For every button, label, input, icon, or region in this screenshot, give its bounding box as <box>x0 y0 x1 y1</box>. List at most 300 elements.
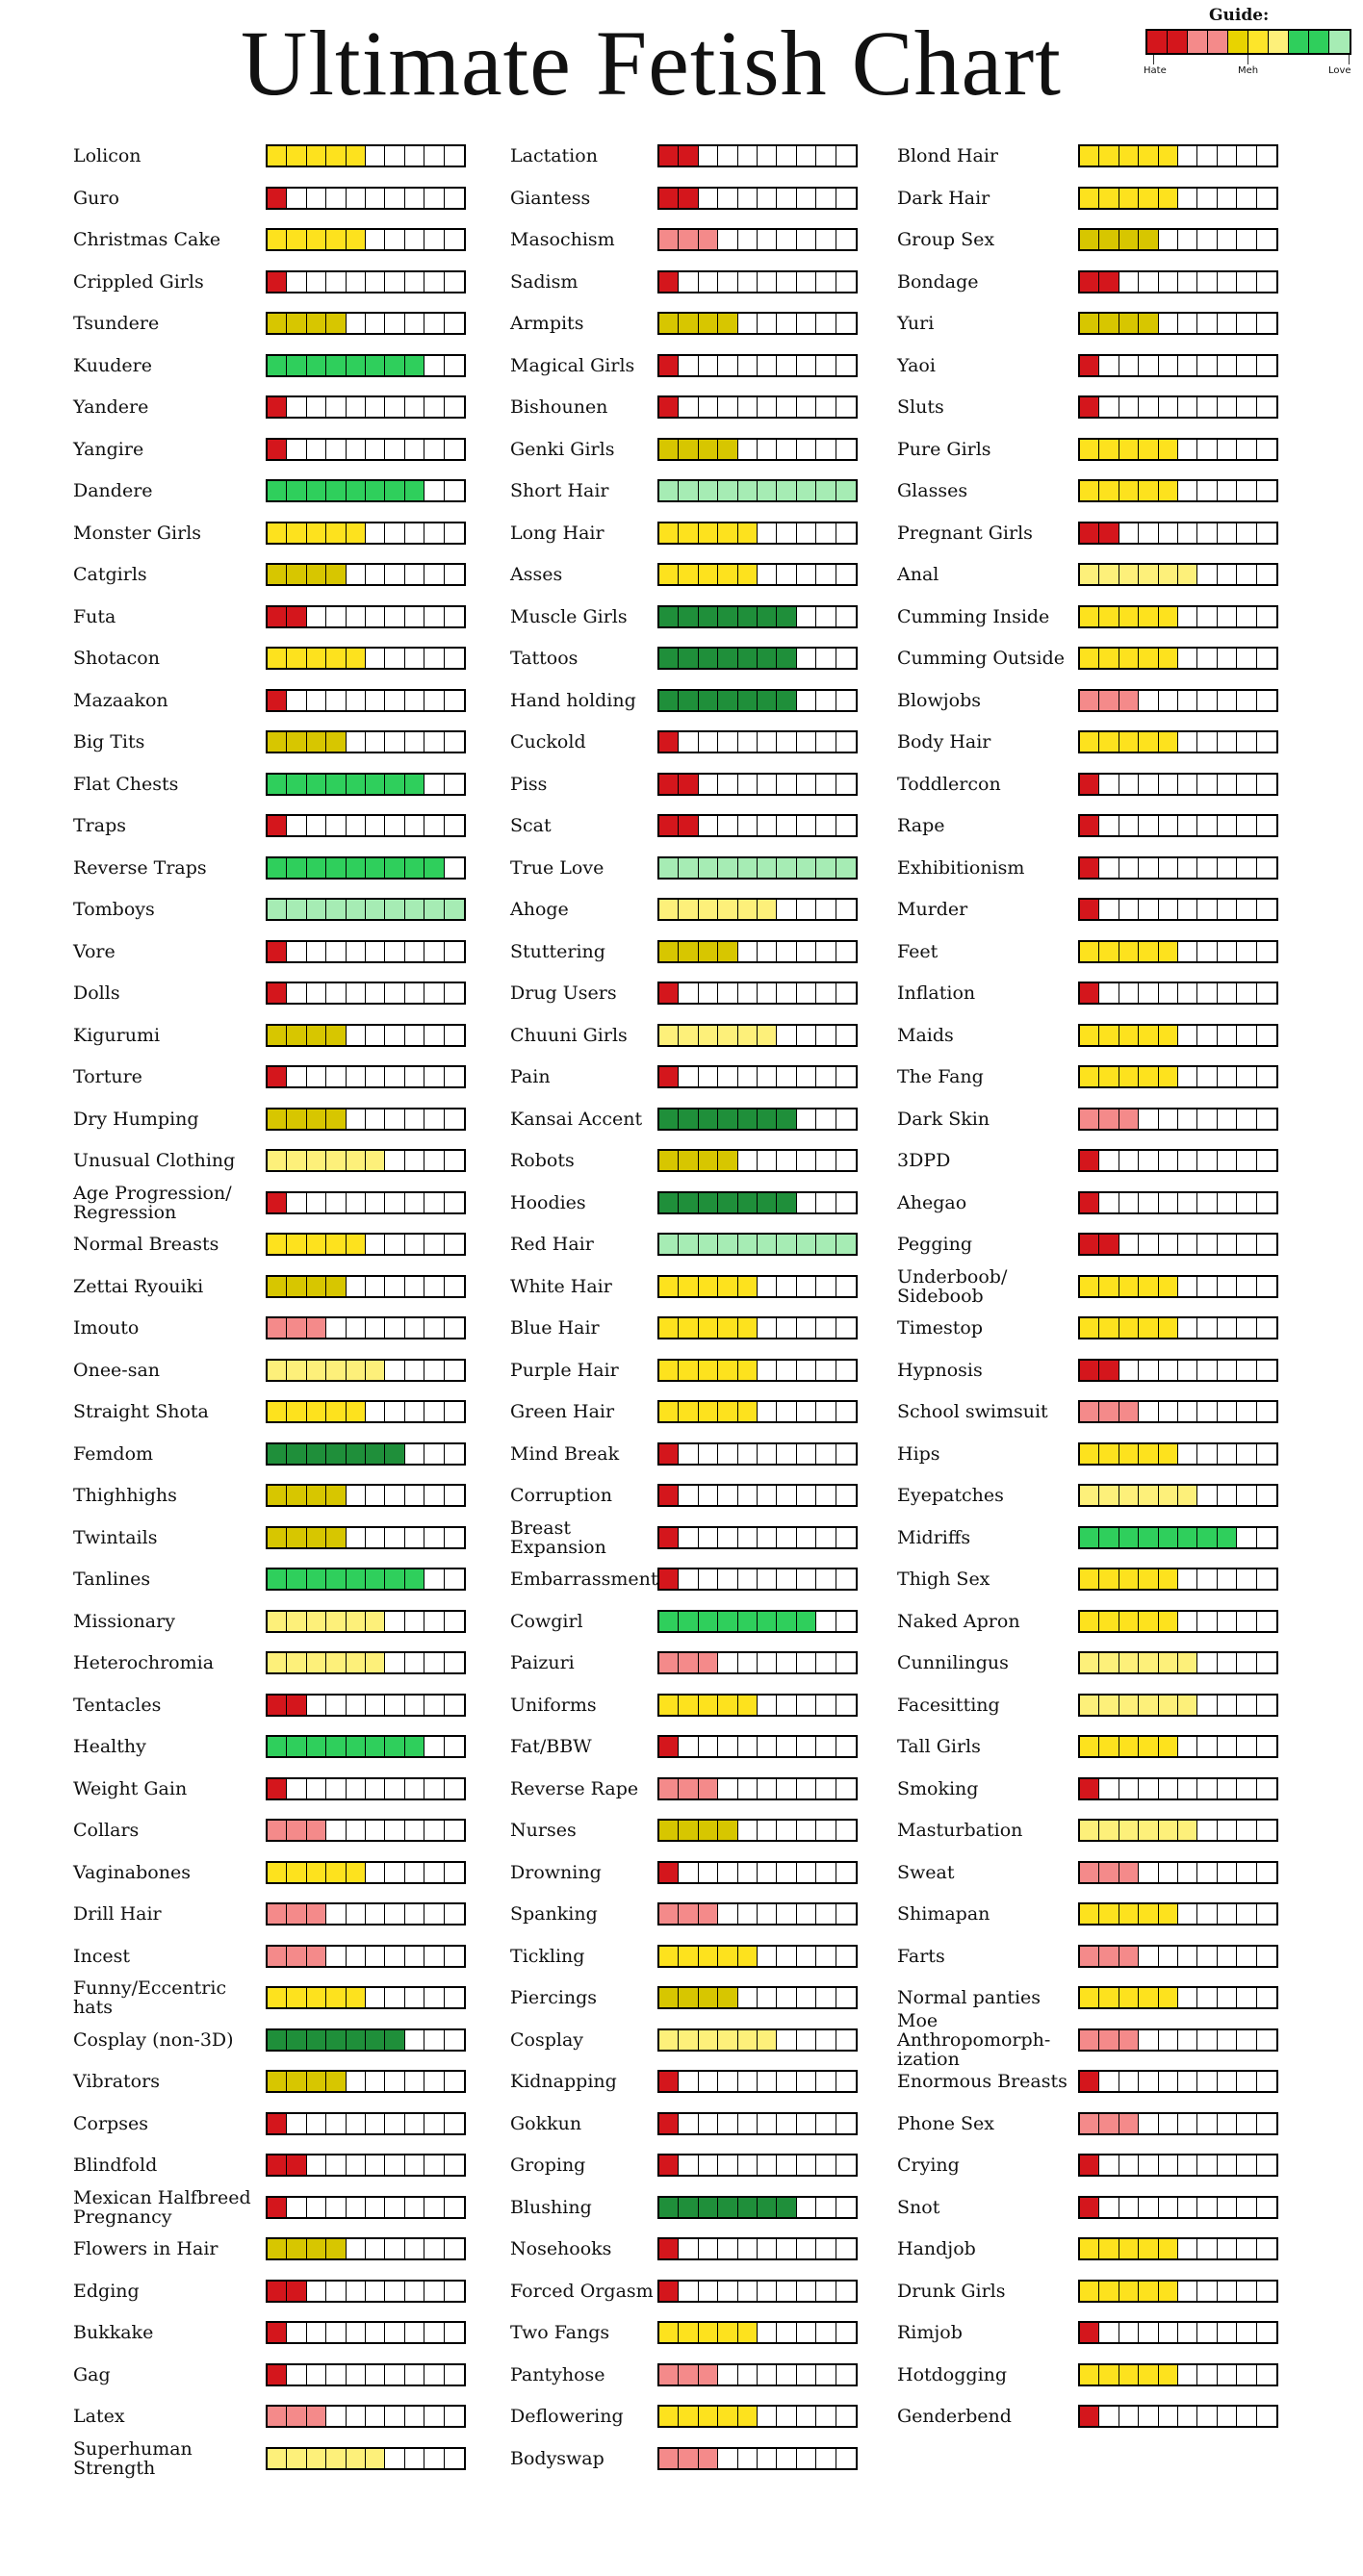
rating-cell <box>445 858 464 878</box>
rating-cell <box>1197 1277 1217 1296</box>
rating-cell <box>1218 397 1237 417</box>
rating-cell <box>1099 1988 1119 2007</box>
rating-cell <box>1119 2114 1139 2133</box>
rating-cell <box>307 1737 326 1756</box>
rating-cell <box>1080 2239 1099 2258</box>
rating-cell <box>1197 481 1217 500</box>
rating-cell <box>347 1277 366 1296</box>
rating-cell <box>1099 1193 1119 1212</box>
rating-cell <box>307 1277 326 1296</box>
rating-cell <box>1257 649 1276 668</box>
rating-cell <box>1099 523 1119 543</box>
rating-label: Unusual Clothing <box>73 1150 236 1171</box>
rating-cell <box>1139 2155 1158 2175</box>
rating-cell <box>797 146 816 166</box>
rating-cell <box>699 1779 718 1798</box>
rating-cell <box>1099 356 1119 375</box>
rating-cell <box>836 1151 856 1170</box>
rating-cell <box>445 2198 464 2217</box>
rating-label: Crippled Girls <box>73 270 204 293</box>
rating-cell <box>816 2030 836 2050</box>
rating-cell <box>405 1361 424 1380</box>
rating-cell <box>1099 2155 1119 2175</box>
rating-cell <box>366 2282 385 2301</box>
rating-cell <box>1119 1528 1139 1547</box>
rating-cell <box>347 900 366 919</box>
rating-cell <box>718 1528 737 1547</box>
rating-cell <box>718 1947 737 1966</box>
rating-cell <box>758 983 777 1003</box>
rating-label: Feet <box>897 940 939 962</box>
rating-cell <box>268 189 287 208</box>
rating-cell <box>445 607 464 626</box>
rating-bar <box>1078 354 1278 377</box>
rating-cell <box>366 440 385 459</box>
rating-cell <box>1218 2030 1237 2050</box>
rating-cell <box>268 1612 287 1631</box>
rating-cell <box>445 397 464 417</box>
rating-cell <box>699 1612 718 1631</box>
rating-cell <box>385 2072 404 2091</box>
rating-cell <box>1237 2072 1256 2091</box>
rating-cell <box>307 2282 326 2301</box>
rating-cell <box>777 900 796 919</box>
rating-cell <box>777 2323 796 2342</box>
rating-cell <box>1080 1737 1099 1756</box>
rating-cell <box>679 732 698 752</box>
rating-cell <box>424 1612 444 1631</box>
rating-bar <box>1078 2237 1278 2260</box>
rating-row <box>897 1935 1278 1977</box>
rating-label: Vaginabones <box>73 1861 191 1883</box>
rating-cell <box>758 607 777 626</box>
rating-cell <box>816 1612 836 1631</box>
rating-cell <box>1257 1235 1276 1254</box>
rating-cell <box>1080 691 1099 710</box>
rating-cell <box>1178 1947 1197 1966</box>
rating-cell <box>699 900 718 919</box>
rating-cell <box>718 732 737 752</box>
rating-cell <box>1139 2198 1158 2217</box>
rating-cell <box>659 397 679 417</box>
rating-row <box>510 1349 858 1391</box>
rating-row <box>73 2437 466 2480</box>
rating-cell <box>1099 1569 1119 1589</box>
rating-cell <box>1080 942 1099 961</box>
rating-cell <box>445 230 464 249</box>
rating-bar <box>266 2280 466 2303</box>
rating-cell <box>1119 314 1139 333</box>
rating-cell <box>307 691 326 710</box>
rating-cell <box>718 189 737 208</box>
rating-cell <box>816 1444 836 1464</box>
rating-cell <box>424 314 444 333</box>
rating-cell <box>347 440 366 459</box>
rating-cell <box>758 1821 777 1840</box>
rating-label: Long Hair <box>510 522 604 544</box>
rating-label: Crying <box>897 2155 960 2176</box>
rating-cell <box>1178 189 1197 208</box>
rating-cell <box>307 2365 326 2385</box>
rating-cell <box>679 2323 698 2342</box>
rating-cell <box>699 1653 718 1672</box>
rating-row <box>73 847 466 889</box>
rating-cell <box>307 2407 326 2426</box>
rating-cell <box>836 1193 856 1212</box>
rating-cell <box>1159 1402 1178 1421</box>
guide-label-hate: Hate <box>1144 65 1167 76</box>
rating-cell <box>1159 565 1178 584</box>
rating-cell <box>347 314 366 333</box>
rating-cell <box>1139 565 1158 584</box>
rating-cell <box>287 1067 306 1086</box>
rating-cell <box>366 1696 385 1715</box>
rating-cell <box>307 1821 326 1840</box>
rating-cell <box>738 440 758 459</box>
rating-cell <box>738 1612 758 1631</box>
rating-cell <box>1197 440 1217 459</box>
rating-cell <box>1257 2072 1276 2091</box>
rating-cell <box>659 523 679 543</box>
rating-cell <box>777 1904 796 1924</box>
rating-cell <box>1159 2030 1178 2050</box>
rating-cell <box>758 2155 777 2175</box>
rating-cell <box>307 189 326 208</box>
rating-cell <box>718 649 737 668</box>
rating-cell <box>1080 565 1099 584</box>
rating-cell <box>1237 691 1256 710</box>
rating-cell <box>1218 1235 1237 1254</box>
rating-cell <box>1080 481 1099 500</box>
rating-cell <box>659 1151 679 1170</box>
rating-cell <box>738 1402 758 1421</box>
rating-cell <box>1159 1696 1178 1715</box>
rating-cell <box>758 1779 777 1798</box>
rating-cell <box>797 1235 816 1254</box>
rating-cell <box>1099 2323 1119 2342</box>
rating-cell <box>1257 691 1276 710</box>
rating-cell <box>1119 230 1139 249</box>
rating-cell <box>445 649 464 668</box>
rating-cell <box>659 732 679 752</box>
rating-cell <box>445 1318 464 1338</box>
rating-cell <box>1178 1904 1197 1924</box>
rating-cell <box>1197 775 1217 794</box>
rating-cell <box>699 272 718 292</box>
rating-bar <box>1078 395 1278 419</box>
rating-cell <box>1218 1318 1237 1338</box>
rating-cell <box>405 1026 424 1045</box>
rating-row <box>73 1098 466 1140</box>
rating-bar <box>657 144 858 167</box>
rating-cell <box>307 1569 326 1589</box>
rating-cell <box>1119 565 1139 584</box>
rating-label: Tattoos <box>510 648 579 669</box>
rating-cell <box>326 1612 346 1631</box>
rating-cell <box>307 1653 326 1672</box>
rating-cell <box>1257 230 1276 249</box>
rating-bar <box>266 2154 466 2177</box>
rating-cell <box>738 816 758 835</box>
rating-cell <box>777 1821 796 1840</box>
rating-label: Two Fangs <box>510 2322 610 2343</box>
rating-cell <box>366 2449 385 2468</box>
rating-cell <box>836 1863 856 1882</box>
rating-bar <box>657 438 858 461</box>
rating-cell <box>1218 1904 1237 1924</box>
rating-cell <box>1080 2155 1099 2175</box>
rating-cell <box>307 1779 326 1798</box>
rating-cell <box>268 1235 287 1254</box>
rating-cell <box>1218 607 1237 626</box>
rating-row <box>73 261 466 303</box>
rating-cell <box>758 1528 777 1547</box>
rating-cell <box>758 314 777 333</box>
rating-cell <box>366 1528 385 1547</box>
rating-cell <box>1099 1904 1119 1924</box>
rating-cell <box>738 1863 758 1882</box>
rating-cell <box>738 2030 758 2050</box>
rating-row <box>897 2144 1278 2186</box>
rating-cell <box>816 732 836 752</box>
rating-cell <box>836 2155 856 2175</box>
rating-cell <box>424 1193 444 1212</box>
rating-cell <box>738 481 758 500</box>
rating-row <box>510 1684 858 1726</box>
rating-bar <box>657 605 858 628</box>
rating-row <box>897 2103 1278 2145</box>
rating-cell <box>385 1151 404 1170</box>
rating-cell <box>385 942 404 961</box>
rating-cell <box>405 1612 424 1631</box>
rating-bar <box>1078 1442 1278 1466</box>
rating-label: Corruption <box>510 1485 612 1506</box>
rating-cell <box>1099 1151 1119 1170</box>
rating-cell <box>326 2114 346 2133</box>
rating-cell <box>287 691 306 710</box>
rating-bar <box>1078 1400 1278 1423</box>
rating-cell <box>816 858 836 878</box>
guide-label-love: Love <box>1328 65 1351 76</box>
rating-cell <box>836 1988 856 2007</box>
rating-label: Forced Orgasm <box>510 2280 654 2302</box>
rating-bar <box>657 2280 858 2303</box>
rating-label: Fat/BBW <box>510 1736 592 1757</box>
rating-bar <box>1078 898 1278 921</box>
rating-label: Yandere <box>73 396 149 418</box>
rating-row <box>897 1390 1278 1433</box>
rating-bar <box>266 563 466 586</box>
rating-cell <box>738 1653 758 1672</box>
rating-cell <box>1218 2323 1237 2342</box>
rating-cell <box>679 1444 698 1464</box>
rating-cell <box>1237 2114 1256 2133</box>
rating-cell <box>268 942 287 961</box>
rating-cell <box>307 1947 326 1966</box>
rating-cell <box>718 1988 737 2007</box>
rating-cell <box>836 2239 856 2258</box>
rating-bar <box>1078 1986 1278 2009</box>
rating-cell <box>1178 523 1197 543</box>
rating-cell <box>1257 1528 1276 1547</box>
rating-cell <box>307 1863 326 1882</box>
rating-cell <box>405 2239 424 2258</box>
rating-row <box>510 637 858 679</box>
rating-cell <box>307 481 326 500</box>
rating-row <box>897 847 1278 889</box>
rating-row <box>510 470 858 512</box>
rating-cell <box>1119 2323 1139 2342</box>
rating-cell <box>718 942 737 961</box>
rating-bar <box>657 1735 858 1758</box>
rating-label: Latex <box>73 2406 125 2427</box>
rating-cell <box>1237 1109 1256 1129</box>
rating-row <box>897 2186 1278 2229</box>
rating-cell <box>307 440 326 459</box>
rating-label: Bodyswap <box>510 2447 604 2469</box>
rating-cell <box>326 1402 346 1421</box>
rating-bar <box>657 773 858 796</box>
rating-label: Farts <box>897 1945 945 1967</box>
rating-cell <box>718 1026 737 1045</box>
rating-cell <box>287 2407 306 2426</box>
rating-row <box>897 1265 1278 1308</box>
rating-label: Gag <box>73 2363 111 2385</box>
rating-cell <box>326 1067 346 1086</box>
rating-cell <box>1139 1947 1158 1966</box>
rating-cell <box>405 2365 424 2385</box>
rating-cell <box>385 314 404 333</box>
rating-cell <box>1178 2030 1197 2050</box>
rating-cell <box>1257 1612 1276 1631</box>
rating-cell <box>1237 775 1256 794</box>
rating-bar <box>266 1442 466 1466</box>
rating-row <box>510 1390 858 1433</box>
rating-cell <box>445 146 464 166</box>
rating-cell <box>1257 1569 1276 1589</box>
rating-cell <box>424 565 444 584</box>
rating-cell <box>366 732 385 752</box>
rating-cell <box>287 397 306 417</box>
rating-cell <box>816 230 836 249</box>
rating-cell <box>1237 272 1256 292</box>
rating-label: Blowjobs <box>897 689 981 711</box>
rating-cell <box>268 1988 287 2007</box>
rating-row <box>897 428 1278 471</box>
rating-cell <box>758 2449 777 2468</box>
rating-cell <box>797 1696 816 1715</box>
rating-bar <box>266 730 466 753</box>
rating-cell <box>758 1193 777 1212</box>
rating-cell <box>659 1277 679 1296</box>
rating-cell <box>738 397 758 417</box>
rating-cell <box>1159 1863 1178 1882</box>
rating-cell <box>718 146 737 166</box>
rating-label: Sweat <box>897 1861 955 1883</box>
rating-cell <box>1119 1696 1139 1715</box>
rating-cell <box>1197 2114 1217 2133</box>
rating-cell <box>1178 2365 1197 2385</box>
rating-cell <box>699 440 718 459</box>
rating-cell <box>1119 1569 1139 1589</box>
rating-cell <box>405 1235 424 1254</box>
rating-cell <box>1197 2407 1217 2426</box>
rating-cell <box>699 2114 718 2133</box>
rating-cell <box>777 272 796 292</box>
rating-cell <box>718 2072 737 2091</box>
rating-bar <box>266 647 466 670</box>
rating-cell <box>1197 146 1217 166</box>
rating-cell <box>816 356 836 375</box>
rating-cell <box>1139 1612 1158 1631</box>
rating-cell <box>1197 1193 1217 1212</box>
rating-cell <box>366 1947 385 1966</box>
rating-cell <box>1139 314 1158 333</box>
rating-cell <box>385 2155 404 2175</box>
rating-cell <box>816 1528 836 1547</box>
rating-cell <box>1237 2030 1256 2050</box>
rating-cell <box>326 356 346 375</box>
rating-cell <box>405 272 424 292</box>
rating-cell <box>659 2323 679 2342</box>
rating-cell <box>1099 565 1119 584</box>
rating-cell <box>326 649 346 668</box>
rating-cell <box>1159 691 1178 710</box>
rating-cell <box>1159 2365 1178 2385</box>
rating-cell <box>679 2072 698 2091</box>
rating-cell <box>816 2072 836 2091</box>
rating-cell <box>1197 356 1217 375</box>
rating-label: Pregnant Girls <box>897 522 1033 544</box>
rating-cell <box>758 1863 777 1882</box>
rating-cell <box>1218 1612 1237 1631</box>
rating-cell <box>445 1067 464 1086</box>
rating-cell <box>307 1026 326 1045</box>
rating-cell <box>405 607 424 626</box>
rating-cell <box>1080 1528 1099 1547</box>
rating-cell <box>287 2155 306 2175</box>
rating-cell <box>738 146 758 166</box>
rating-cell <box>307 230 326 249</box>
rating-cell <box>758 1947 777 1966</box>
rating-row <box>73 1977 466 2019</box>
rating-cell <box>287 816 306 835</box>
rating-cell <box>1099 1737 1119 1756</box>
rating-cell <box>287 1653 306 1672</box>
rating-cell <box>1159 1486 1178 1505</box>
rating-cell <box>347 1318 366 1338</box>
rating-cell <box>385 691 404 710</box>
rating-cell <box>777 1779 796 1798</box>
rating-bar <box>657 856 858 880</box>
rating-cell <box>268 1026 287 1045</box>
rating-bar <box>1078 1945 1278 1968</box>
rating-cell <box>347 230 366 249</box>
guide-cell <box>1147 31 1168 53</box>
rating-cell <box>816 1277 836 1296</box>
rating-cell <box>738 1821 758 1840</box>
rating-cell <box>777 440 796 459</box>
rating-cell <box>307 272 326 292</box>
rating-cell <box>405 1486 424 1505</box>
rating-cell <box>268 2282 287 2301</box>
rating-cell <box>836 1904 856 1924</box>
rating-cell <box>816 983 836 1003</box>
rating-row <box>510 931 858 973</box>
rating-row <box>897 1349 1278 1391</box>
rating-cell <box>268 1696 287 1715</box>
rating-bar <box>1078 2028 1278 2052</box>
